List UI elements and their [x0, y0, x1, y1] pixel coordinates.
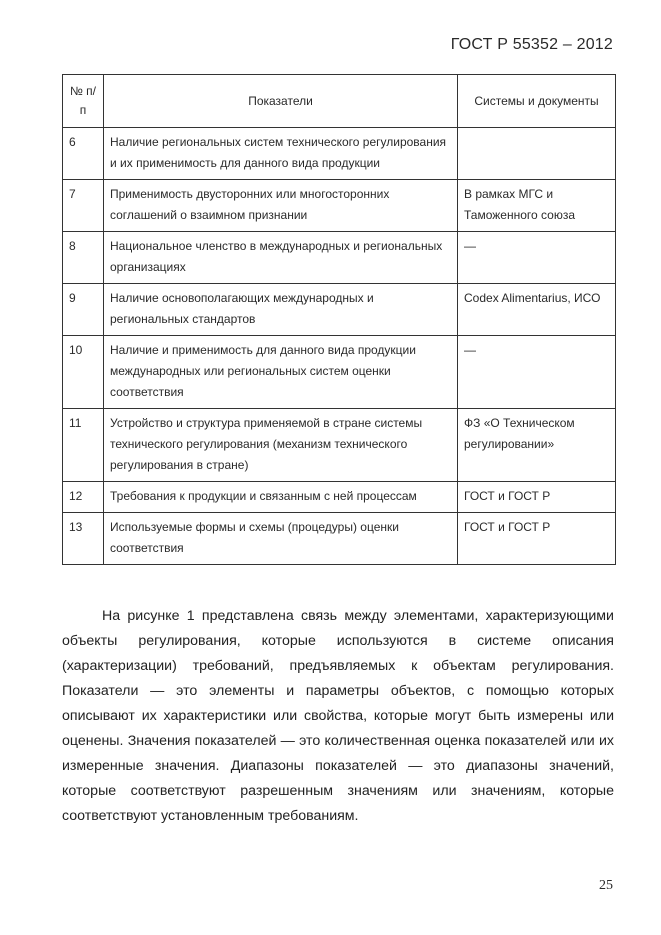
- row-indicator: Наличие и применимость для данного вида продукции международных или региональных систем оценки соответствия: [104, 336, 458, 409]
- row-indicator: Наличие основополагающих международных и региональных стандартов: [104, 284, 458, 336]
- row-indicator: Используемые формы и схемы (процедуры) оценки соответствия: [104, 513, 458, 565]
- row-num: 11: [63, 409, 104, 482]
- table-row: [63, 409, 616, 482]
- document-header: ГОСТ Р 55352 – 2012: [450, 36, 613, 53]
- table-row: [63, 513, 616, 565]
- page-number: 25: [599, 878, 613, 893]
- row-systems: ФЗ «О Техническом регулировании»: [458, 409, 616, 482]
- row-num: 6: [63, 128, 104, 180]
- row-num: 9: [63, 284, 104, 336]
- row-indicator: Требования к продукции и связанным с ней процессам: [104, 482, 458, 513]
- row-systems: Codex Alimentarius, ИСО: [458, 284, 616, 336]
- header-num: № п/п: [63, 75, 104, 128]
- row-num: 8: [63, 232, 104, 284]
- row-systems: —: [458, 336, 616, 409]
- body-paragraph: На рисунке 1 представлена связь между элементами, характеризующими объекты регулирования, которые используются в системе описания (характеризации) требований, предъявляемых к объектам регулирования. Показатели — это элементы и параметры объектов, с помощью которых описывают их характеристики или свойства, которые могут быть измерены или оценены. Значения показателей — это количественная оценка показателей или их измеренные значения. Диапазоны показателей — это диапазоны значений, которые соответствуют разрешенным значениям или значениям, которые соответствуют установленным требованиям.: [62, 608, 614, 824]
- table-header-row: [63, 75, 616, 128]
- row-systems: В рамках МГС и Таможенного союза: [458, 180, 616, 232]
- row-num: 10: [63, 336, 104, 409]
- row-indicator: Национальное членство в международных и региональных организациях: [104, 232, 458, 284]
- table-row: [63, 128, 616, 180]
- row-indicator: Устройство и структура применяемой в стране системы технического регулирования (механизм технического регулирования в стране): [104, 409, 458, 482]
- row-systems: ГОСТ и ГОСТ Р: [458, 482, 616, 513]
- table-row: [63, 482, 616, 513]
- row-systems: [458, 128, 616, 180]
- indicators-table: [62, 74, 616, 565]
- header-indicator: Показатели: [104, 75, 458, 128]
- table-row: [63, 232, 616, 284]
- header-systems: Системы и документы: [458, 75, 616, 128]
- table-row: [63, 180, 616, 232]
- row-num: 13: [63, 513, 104, 565]
- table-row: [63, 284, 616, 336]
- row-num: 7: [63, 180, 104, 232]
- row-indicator: Применимость двусторонних или многосторонних соглашений о взаимном признании: [104, 180, 458, 232]
- row-systems: ГОСТ и ГОСТ Р: [458, 513, 616, 565]
- row-indicator: Наличие региональных систем технического регулирования и их применимость для данного вида продукции: [104, 128, 458, 180]
- row-systems: —: [458, 232, 616, 284]
- row-num: 12: [63, 482, 104, 513]
- table-row: [63, 336, 616, 409]
